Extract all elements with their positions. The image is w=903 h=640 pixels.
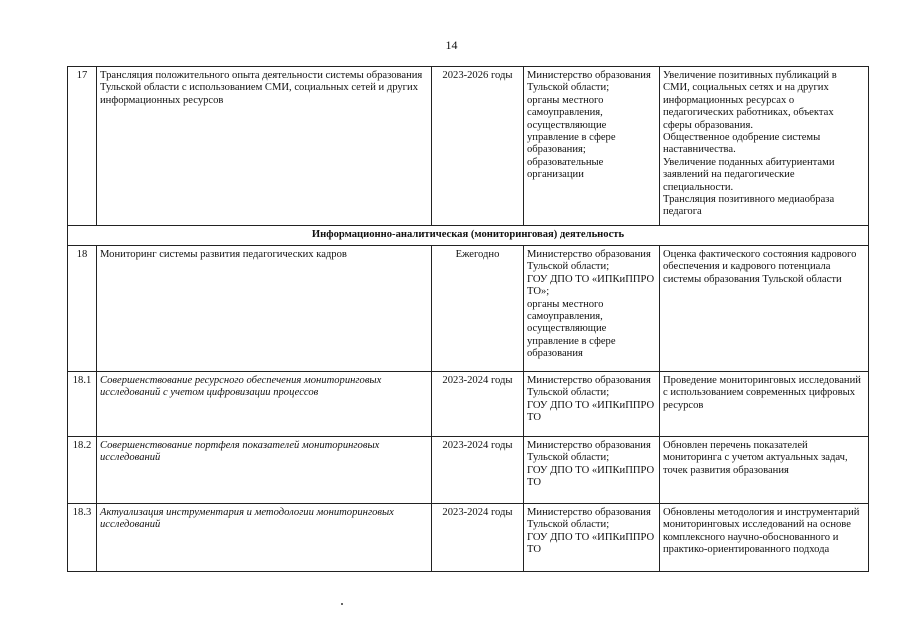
- result-line: Проведение мониторинговых исследований с использованием современных цифровых ресурсов: [663, 375, 861, 411]
- measure-results: [660, 437, 869, 504]
- executor-line: Министерство образования Тульской области;: [527, 375, 651, 399]
- result-line: Обновлен перечень показателей мониторинга с учетом актуальных задач, точек развития образования: [663, 440, 848, 476]
- result-line: Трансляция позитивного медиаобраза педагога: [663, 194, 835, 218]
- result-line: Увеличение поданных абитуриентами заявлений на педагогические специальности.: [663, 156, 835, 193]
- row-number: 17: [68, 67, 97, 226]
- executor-line: ГОУ ДПО ТО «ИПКиППРО ТО»;: [527, 273, 655, 298]
- executor-line: органы местного самоуправления, осуществляющие управление в сфере образования: [527, 298, 616, 360]
- measure-executors: [524, 67, 660, 226]
- table-row: [68, 67, 869, 226]
- measure-executors: [524, 372, 660, 437]
- measure-title: Совершенствование портфеля показателей мониторинговых исследований: [97, 437, 432, 504]
- measure-executors: [524, 437, 660, 504]
- measure-period: 2023-2024 годы: [432, 437, 524, 504]
- executor-line: ГОУ ДПО ТО «ИПКиППРО ТО: [527, 464, 655, 489]
- measure-period: 2023-2024 годы: [432, 372, 524, 437]
- measures-table: [67, 66, 869, 572]
- measure-executors: [524, 504, 660, 572]
- row-number: 18: [68, 246, 97, 372]
- result-line: Оценка фактического состояния кадрового обеспечения и кадрового потенциала системы образования Тульской области: [663, 249, 857, 285]
- table-row: [68, 437, 869, 504]
- measure-results: [660, 504, 869, 572]
- measure-title: Мониторинг системы развития педагогических кадров: [97, 246, 432, 372]
- section-title: Информационно-аналитическая (мониторинговая) деятельность: [68, 226, 869, 246]
- executor-line: Министерство образования Тульской области;: [527, 70, 651, 94]
- measure-results: [660, 372, 869, 437]
- measure-title: Трансляция положительного опыта деятельности системы образования Тульской области с использованием СМИ, социальных сетей и других информационных ресурсов: [97, 67, 432, 226]
- table-row: [68, 372, 869, 437]
- result-line: Обновлены методология и инструментарий мониторинговых исследований на основе комплексного научно-обоснованного и практико-ориентированного подхода: [663, 507, 860, 556]
- measure-title: Актуализация инструментария и методологии мониторинговых исследований: [97, 504, 432, 572]
- result-line: Общественное одобрение системы наставничества.: [663, 132, 821, 156]
- measure-results: [660, 67, 869, 226]
- measure-period: Ежегодно: [432, 246, 524, 372]
- row-number: 18.2: [68, 437, 97, 504]
- table-row: [68, 246, 869, 372]
- executor-line: образовательные организации: [527, 156, 604, 181]
- section-row: [68, 226, 869, 246]
- table-row: [68, 504, 869, 572]
- measure-period: 2023-2024 годы: [432, 504, 524, 572]
- row-number: 18.3: [68, 504, 97, 572]
- executor-line: органы местного самоуправления, осуществляющие управление в сфере образования;: [527, 94, 616, 156]
- executor-line: Министерство образования Тульской области;: [527, 440, 651, 464]
- measure-executors: [524, 246, 660, 372]
- measure-title: Совершенствование ресурсного обеспечения мониторинговых исследований с учетом цифровизации процессов: [97, 372, 432, 437]
- measure-results: [660, 246, 869, 372]
- row-number: 18.1: [68, 372, 97, 437]
- measure-period: 2023-2026 годы: [432, 67, 524, 226]
- scan-speck: [341, 603, 343, 605]
- page-number: 14: [445, 38, 458, 52]
- executor-line: Министерство образования Тульской области;: [527, 507, 651, 531]
- executor-line: ГОУ ДПО ТО «ИПКиППРО ТО: [527, 399, 655, 424]
- executor-line: ГОУ ДПО ТО «ИПКиППРО ТО: [527, 531, 655, 556]
- executor-line: Министерство образования Тульской области;: [527, 249, 651, 273]
- result-line: Увеличение позитивных публикаций в СМИ, социальных сетях и на других информационных ресурсах о педагогических работниках, объектах сферы образования.: [663, 70, 837, 131]
